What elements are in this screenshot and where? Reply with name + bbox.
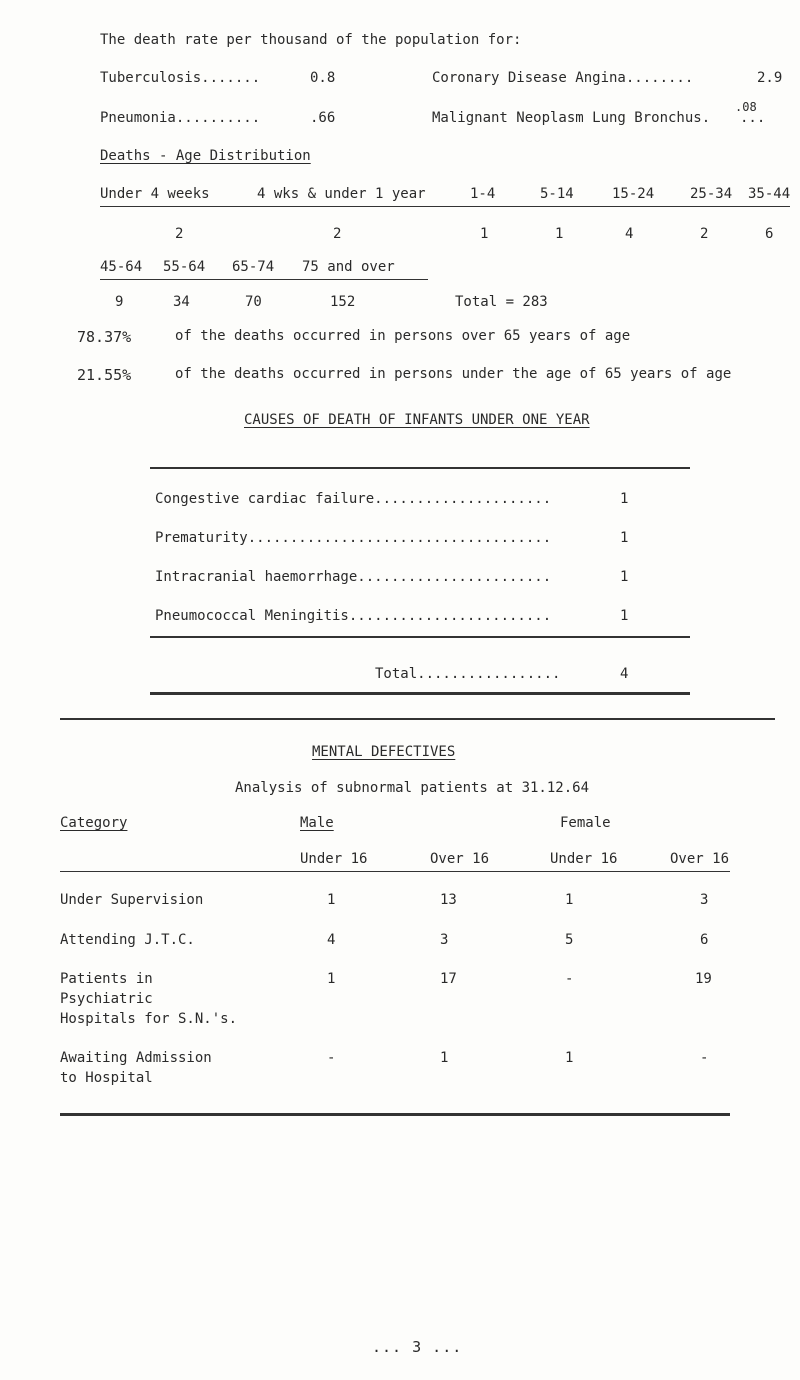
age-header-35-44: 35-44 (748, 186, 791, 202)
infant-table-bottom-rule (150, 692, 690, 695)
age-header-75-over: 75 and over (302, 259, 395, 275)
age-header-1-4: 1-4 (470, 186, 496, 202)
age-value-under-4-weeks: 2 (175, 226, 184, 242)
cell: 4 (327, 932, 336, 948)
row-label-psychiatric-2: Psychiatric (60, 991, 153, 1007)
cell: 5 (565, 932, 574, 948)
cause-label-3: Intracranial haemorrhage....................... (155, 569, 552, 585)
row-label-awaiting-2: to Hospital (60, 1070, 153, 1086)
age-value-55-64: 34 (173, 294, 190, 310)
cell: 3 (440, 932, 449, 948)
under-65-text: of the deaths occurred in persons under the age of 65 years of age (175, 366, 732, 382)
malignant-dots: ... (740, 110, 766, 126)
cause-value-1: 1 (620, 491, 629, 507)
cause-label-2: Prematurity.................................... (155, 530, 552, 546)
age-value-65-74: 70 (245, 294, 262, 310)
age-header-65-74: 65-74 (232, 259, 275, 275)
over-65-text: of the deaths occurred in persons over 65 years of age (175, 328, 631, 344)
age-header-45-64: 45-64 (100, 259, 143, 275)
page-number: ... 3 ... (372, 1338, 463, 1356)
cell: 17 (440, 971, 457, 987)
over-65-percent: 78.37% (77, 328, 132, 346)
female-header: Female (560, 815, 611, 831)
cell: 6 (700, 932, 709, 948)
cell: 3 (700, 892, 709, 908)
age-value-5-14: 1 (555, 226, 564, 242)
cause-label-4: Pneumococcal Meningitis........................ (155, 608, 552, 624)
cell: - (327, 1050, 336, 1066)
age-header2-rule (100, 279, 428, 280)
cell: 1 (565, 1050, 574, 1066)
subheader-female-over-16: Over 16 (670, 851, 730, 867)
pneumonia-value: .66 (310, 110, 336, 126)
age-value-4wks-1yr: 2 (333, 226, 342, 242)
infant-table-top-rule (150, 467, 690, 469)
age-header-under-4-weeks: Under 4 weeks (100, 186, 210, 202)
pneumonia-label: Pneumonia.......... (100, 110, 261, 126)
cause-label-1: Congestive cardiac failure..................... (155, 491, 552, 507)
row-label-psychiatric-3: Hospitals for S.N.'s. (60, 1011, 238, 1027)
infant-total-value: 4 (620, 666, 629, 682)
cause-value-4: 1 (620, 608, 629, 624)
intro-text: The death rate per thousand of the population for: (100, 32, 522, 48)
cell: 19 (695, 971, 712, 987)
under-65-percent: 21.55% (77, 366, 132, 384)
mental-subtitle: Analysis of subnormal patients at 31.12.64 (235, 780, 590, 796)
cell: 1 (327, 892, 336, 908)
tb-value: 0.8 (310, 70, 336, 86)
cell: - (700, 1050, 709, 1066)
malignant-label: Malignant Neoplasm Lung Bronchus. (432, 110, 711, 126)
age-value-75-over: 152 (330, 294, 356, 310)
male-header: Male (300, 815, 334, 831)
row-label-psychiatric-1: Patients in (60, 971, 153, 987)
mental-title: MENTAL DEFECTIVES (312, 744, 456, 760)
row-label-awaiting-1: Awaiting Admission (60, 1050, 212, 1066)
age-value-1-4: 1 (480, 226, 489, 242)
infant-table-total-rule (150, 636, 690, 638)
cell: - (565, 971, 574, 987)
age-header-55-64: 55-64 (163, 259, 206, 275)
age-header-5-14: 5-14 (540, 186, 574, 202)
mental-header-rule (60, 871, 730, 872)
mental-table-bottom-rule (60, 1113, 730, 1116)
section-divider (60, 718, 775, 720)
age-distribution-title: Deaths - Age Distribution (100, 148, 311, 164)
age-value-35-44: 6 (765, 226, 774, 242)
cell: 1 (327, 971, 336, 987)
subheader-male-under-16: Under 16 (300, 851, 368, 867)
age-value-25-34: 2 (700, 226, 709, 242)
malignant-value: .08 (735, 100, 757, 114)
infant-causes-title: CAUSES OF DEATH OF INFANTS UNDER ONE YEAR (244, 412, 590, 428)
cause-value-2: 1 (620, 530, 629, 546)
age-value-45-64: 9 (115, 294, 124, 310)
category-header: Category (60, 815, 128, 831)
coronary-value: 2.9 (757, 70, 783, 86)
infant-total-label: Total................. (375, 666, 561, 682)
age-total: Total = 283 (455, 294, 548, 310)
cause-value-3: 1 (620, 569, 629, 585)
cell: 1 (565, 892, 574, 908)
row-label-supervision: Under Supervision (60, 892, 204, 908)
cell: 13 (440, 892, 457, 908)
age-header-25-34: 25-34 (690, 186, 733, 202)
cell: 1 (440, 1050, 449, 1066)
age-value-15-24: 4 (625, 226, 634, 242)
age-header-15-24: 15-24 (612, 186, 655, 202)
row-label-jtc: Attending J.T.C. (60, 932, 195, 948)
coronary-label: Coronary Disease Angina........ (432, 70, 694, 86)
subheader-male-over-16: Over 16 (430, 851, 490, 867)
subheader-female-under-16: Under 16 (550, 851, 618, 867)
age-header-rule (100, 206, 790, 207)
tb-label: Tuberculosis....... (100, 70, 261, 86)
age-header-4wks-1yr: 4 wks & under 1 year (257, 186, 426, 202)
